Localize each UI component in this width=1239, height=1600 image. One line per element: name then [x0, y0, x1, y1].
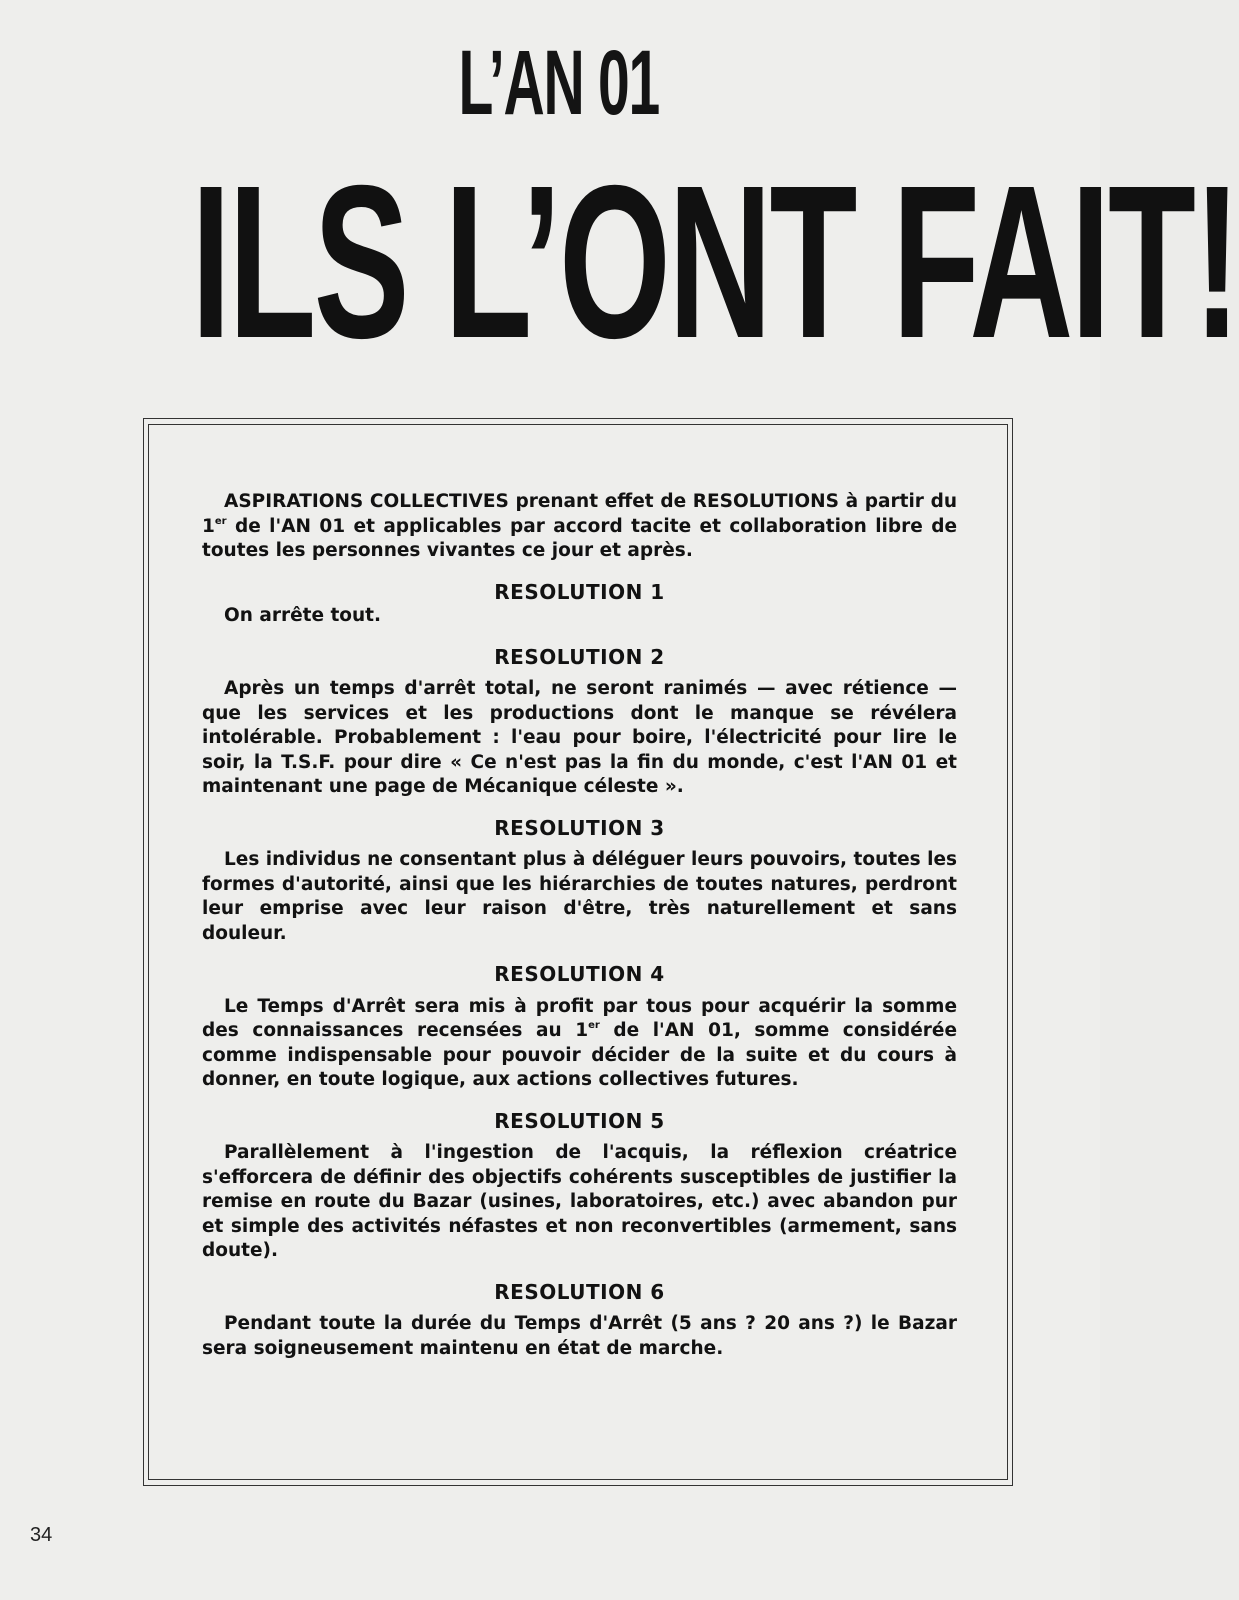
resolution-5-heading: RESOLUTION 5	[494, 1108, 665, 1133]
preamble-superscript: er	[214, 515, 227, 527]
resolution-4-text	[202, 995, 957, 1093]
resolution-1-text: On arrête tout.	[224, 605, 382, 626]
page-number: 34	[30, 1524, 53, 1546]
resolution-6-heading: RESOLUTION 6	[494, 1279, 665, 1304]
resolution-4-text-start: Le Temps d'Arrêt sera mis à profit par tous pour acquérir la somme des connaissances recensées au 1	[202, 995, 957, 1041]
resolution-3-text: Les individus ne consentant plus à déléguer leurs pouvoirs, toutes les formes d'autorité, ainsi que les hiérarchies de toutes natures, perdront leur emprise avec leur raison d'être, très naturellement et sans douleur.	[202, 849, 957, 944]
resolution-4-heading: RESOLUTION 4	[494, 962, 665, 986]
preamble-text-end: de l'AN 01 et applicables par accord tacite et collaboration libre de toutes les personnes vivantes ce jour et après.	[202, 515, 957, 561]
resolution-4-text-end: de l'AN 01, somme considérée comme indispensable pour pouvoir décider de la suite et du cours à donner, en toute logique, aux actions collectives futures.	[202, 1020, 958, 1090]
resolution-5-text: Parallèlement à l'ingestion de l'acquis, la réflexion créatrice s'efforcera de définir des objectifs cohérents susceptibles de justifier la remise en route du Bazar (usines, laboratoires, etc.) avec abandon pur et simple des activités néfastes et non reconvertibles (armement, sans doute).	[202, 1142, 957, 1261]
preamble-paragraph	[202, 490, 957, 564]
resolution-4-superscript: er	[588, 1020, 600, 1031]
resolution-3-heading: RESOLUTION 3	[494, 815, 665, 840]
page-headline: ILS L’ONT FAIT!	[191, 141, 1239, 384]
page-subtitle: L’AN 01	[458, 32, 660, 134]
resolution-1-heading: RESOLUTION 1	[494, 579, 665, 604]
resolutions-box	[202, 490, 957, 1361]
resolution-2-heading: RESOLUTION 2	[494, 644, 665, 669]
preamble-text-start: ASPIRATIONS COLLECTIVES prenant effet de RESOLUTIONS à partir du 1	[202, 491, 957, 537]
resolution-6-text: Pendant toute la durée du Temps d'Arrêt (5 ans ? 20 ans ?) le Bazar sera soigneusement maintenu en état de marche.	[202, 1313, 957, 1359]
resolution-2-text: Après un temps d'arrêt total, ne seront ranimés — avec rétience — que les services et les productions dont le manque se révélera intolérable. Probablement : l'eau pour boire, l'électricité pour lire le soir, la T.S.F. pour dire « Ce n'est pas la fin du monde, c'est l'AN 01 et maintenant une page de Mécanique céleste ».	[202, 678, 957, 797]
